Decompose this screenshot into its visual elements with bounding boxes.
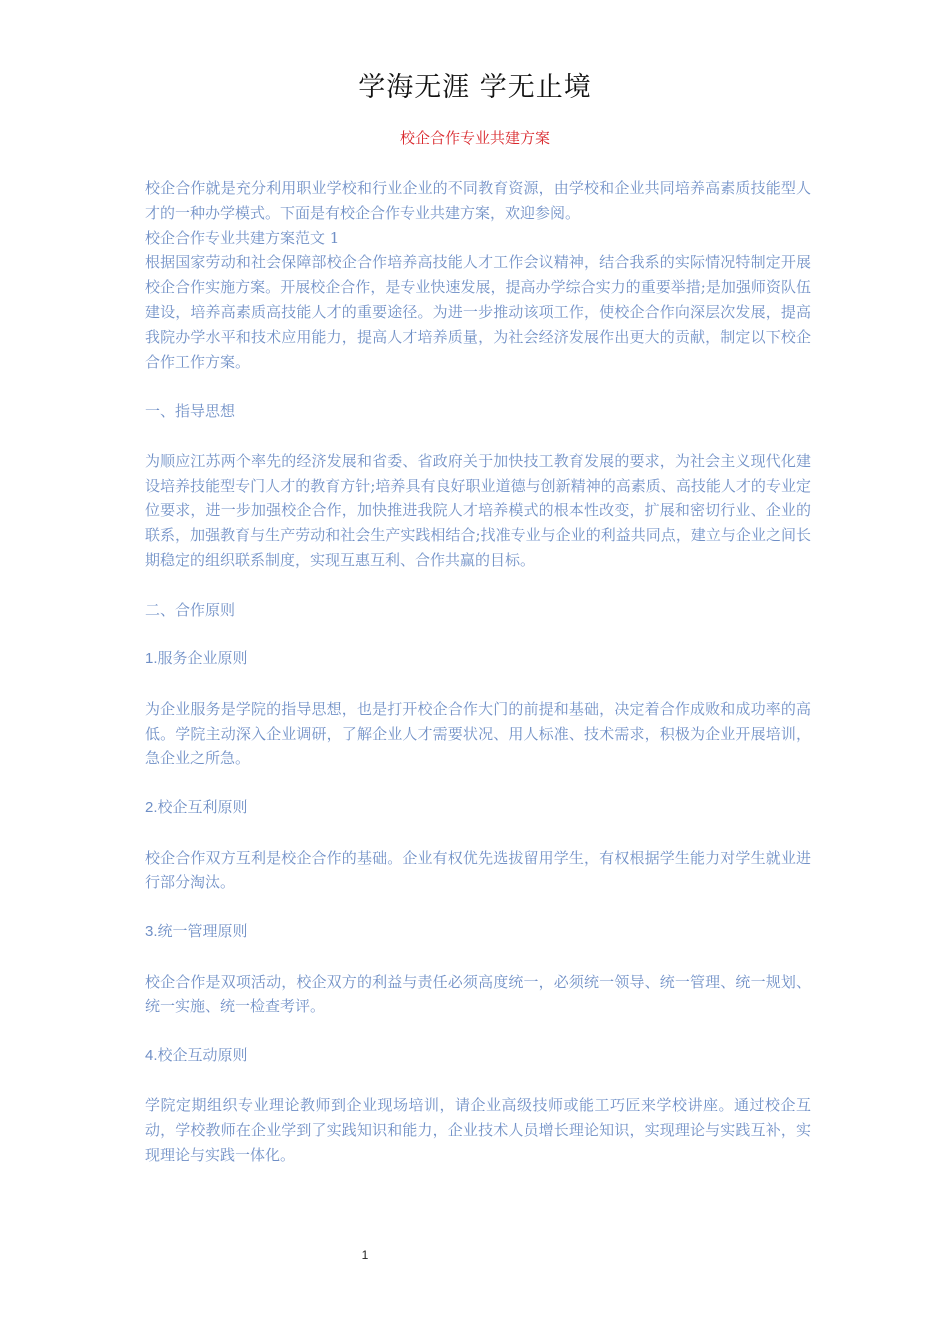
- spacer: [145, 771, 811, 796]
- document-body: [145, 176, 811, 1168]
- principle-paragraph-4: 学院定期组织专业理论教师到企业现场培训，请企业高级技师或能工巧匠来学校讲座。通过校企互动，学校教师在企业学到了实践知识和能力，企业技术人员增长理论知识，实现理论与实践互补，实现理论与实践一体化。: [145, 1096, 811, 1165]
- sample-label: 校企合作专业共建方案范文 1: [145, 228, 340, 247]
- spacer: [145, 895, 811, 920]
- document-title: 校企合作专业共建方案: [399, 129, 550, 147]
- section-heading-cooperation-principles: 二、合作原则: [145, 600, 236, 619]
- principle-paragraph-1: 为企业服务是学院的指导思想，也是打开校企合作大门的前提和基础，决定着合作成败和成功率的高低。学院主动深入企业调研，了解企业人才需要状况、用人标准、技术需求，积极为企业开展培训，急企业之所急。: [145, 699, 811, 768]
- spacer: [145, 1069, 811, 1094]
- principle-heading-3: 3.统一管理原则: [145, 922, 248, 940]
- spacer: [145, 672, 811, 697]
- spacer: [145, 622, 811, 647]
- spacer: [145, 1019, 811, 1044]
- principle-heading-2: 2.校企互利原则: [145, 798, 248, 816]
- guiding-thought-paragraph: 为顺应江苏两个率先的经济发展和省委、省政府关于加快技工教育发展的要求，为社会主义现代化建设培养技能型专门人才的教育方针;培养具有良好职业道德与创新精神的高素质、高技能人才的专业定位要求，进一步加强校企合作，加快推进我院人才培养模式的根本性改变，扩展和密切行业、企业的联系，加强教育与生产劳动和社会生产实践相结合;找准专业与企业的利益共同点，建立与企业之间长期稳定的组织联系制度，实现互惠互利、合作共赢的目标。: [145, 451, 811, 569]
- header-title: 学海无涯 学无止境: [358, 72, 592, 103]
- principle-heading-4: 4.校企互动原则: [145, 1046, 248, 1064]
- spacer: [145, 573, 811, 598]
- intro-paragraph: 校企合作就是充分利用职业学校和行业企业的不同教育资源，由学校和企业共同培养高素质技能型人才的一种办学模式。下面是有校企合作专业共建方案，欢迎参阅。: [145, 179, 811, 222]
- principle-paragraph-2: 校企合作双方互利是校企合作的基础。企业有权优先选拔留用学生，有权根据学生能力对学生就业进行部分淘汰。: [145, 848, 811, 892]
- background-paragraph: 根据国家劳动和社会保障部校企合作培养高技能人才工作会议精神，结合我系的实际情况特制定开展校企合作实施方案。开展校企合作，是专业快速发展，提高办学综合实力的重要举措;是加强师资队伍建设，培养高素质高技能人才的重要途径。为进一步推动该项工作，使校企合作向深层次发展，提高我院办学水平和技术应用能力，提高人才培养质量，为社会经济发展作出更大的贡献，制定以下校企合作工作方案。: [145, 253, 811, 371]
- spacer: [145, 424, 811, 449]
- principle-heading-1: 1.服务企业原则: [145, 650, 248, 668]
- spacer: [145, 945, 811, 970]
- page-number: 1: [361, 1248, 369, 1262]
- spacer: [145, 821, 811, 846]
- spacer: [145, 374, 811, 399]
- principle-paragraph-3: 校企合作是双项活动，校企双方的利益与责任必须高度统一，必须统一领导、统一管理、统一规划、统一实施、统一检查考评。: [145, 972, 811, 1016]
- section-heading-guiding-thought: 一、指导思想: [145, 402, 236, 421]
